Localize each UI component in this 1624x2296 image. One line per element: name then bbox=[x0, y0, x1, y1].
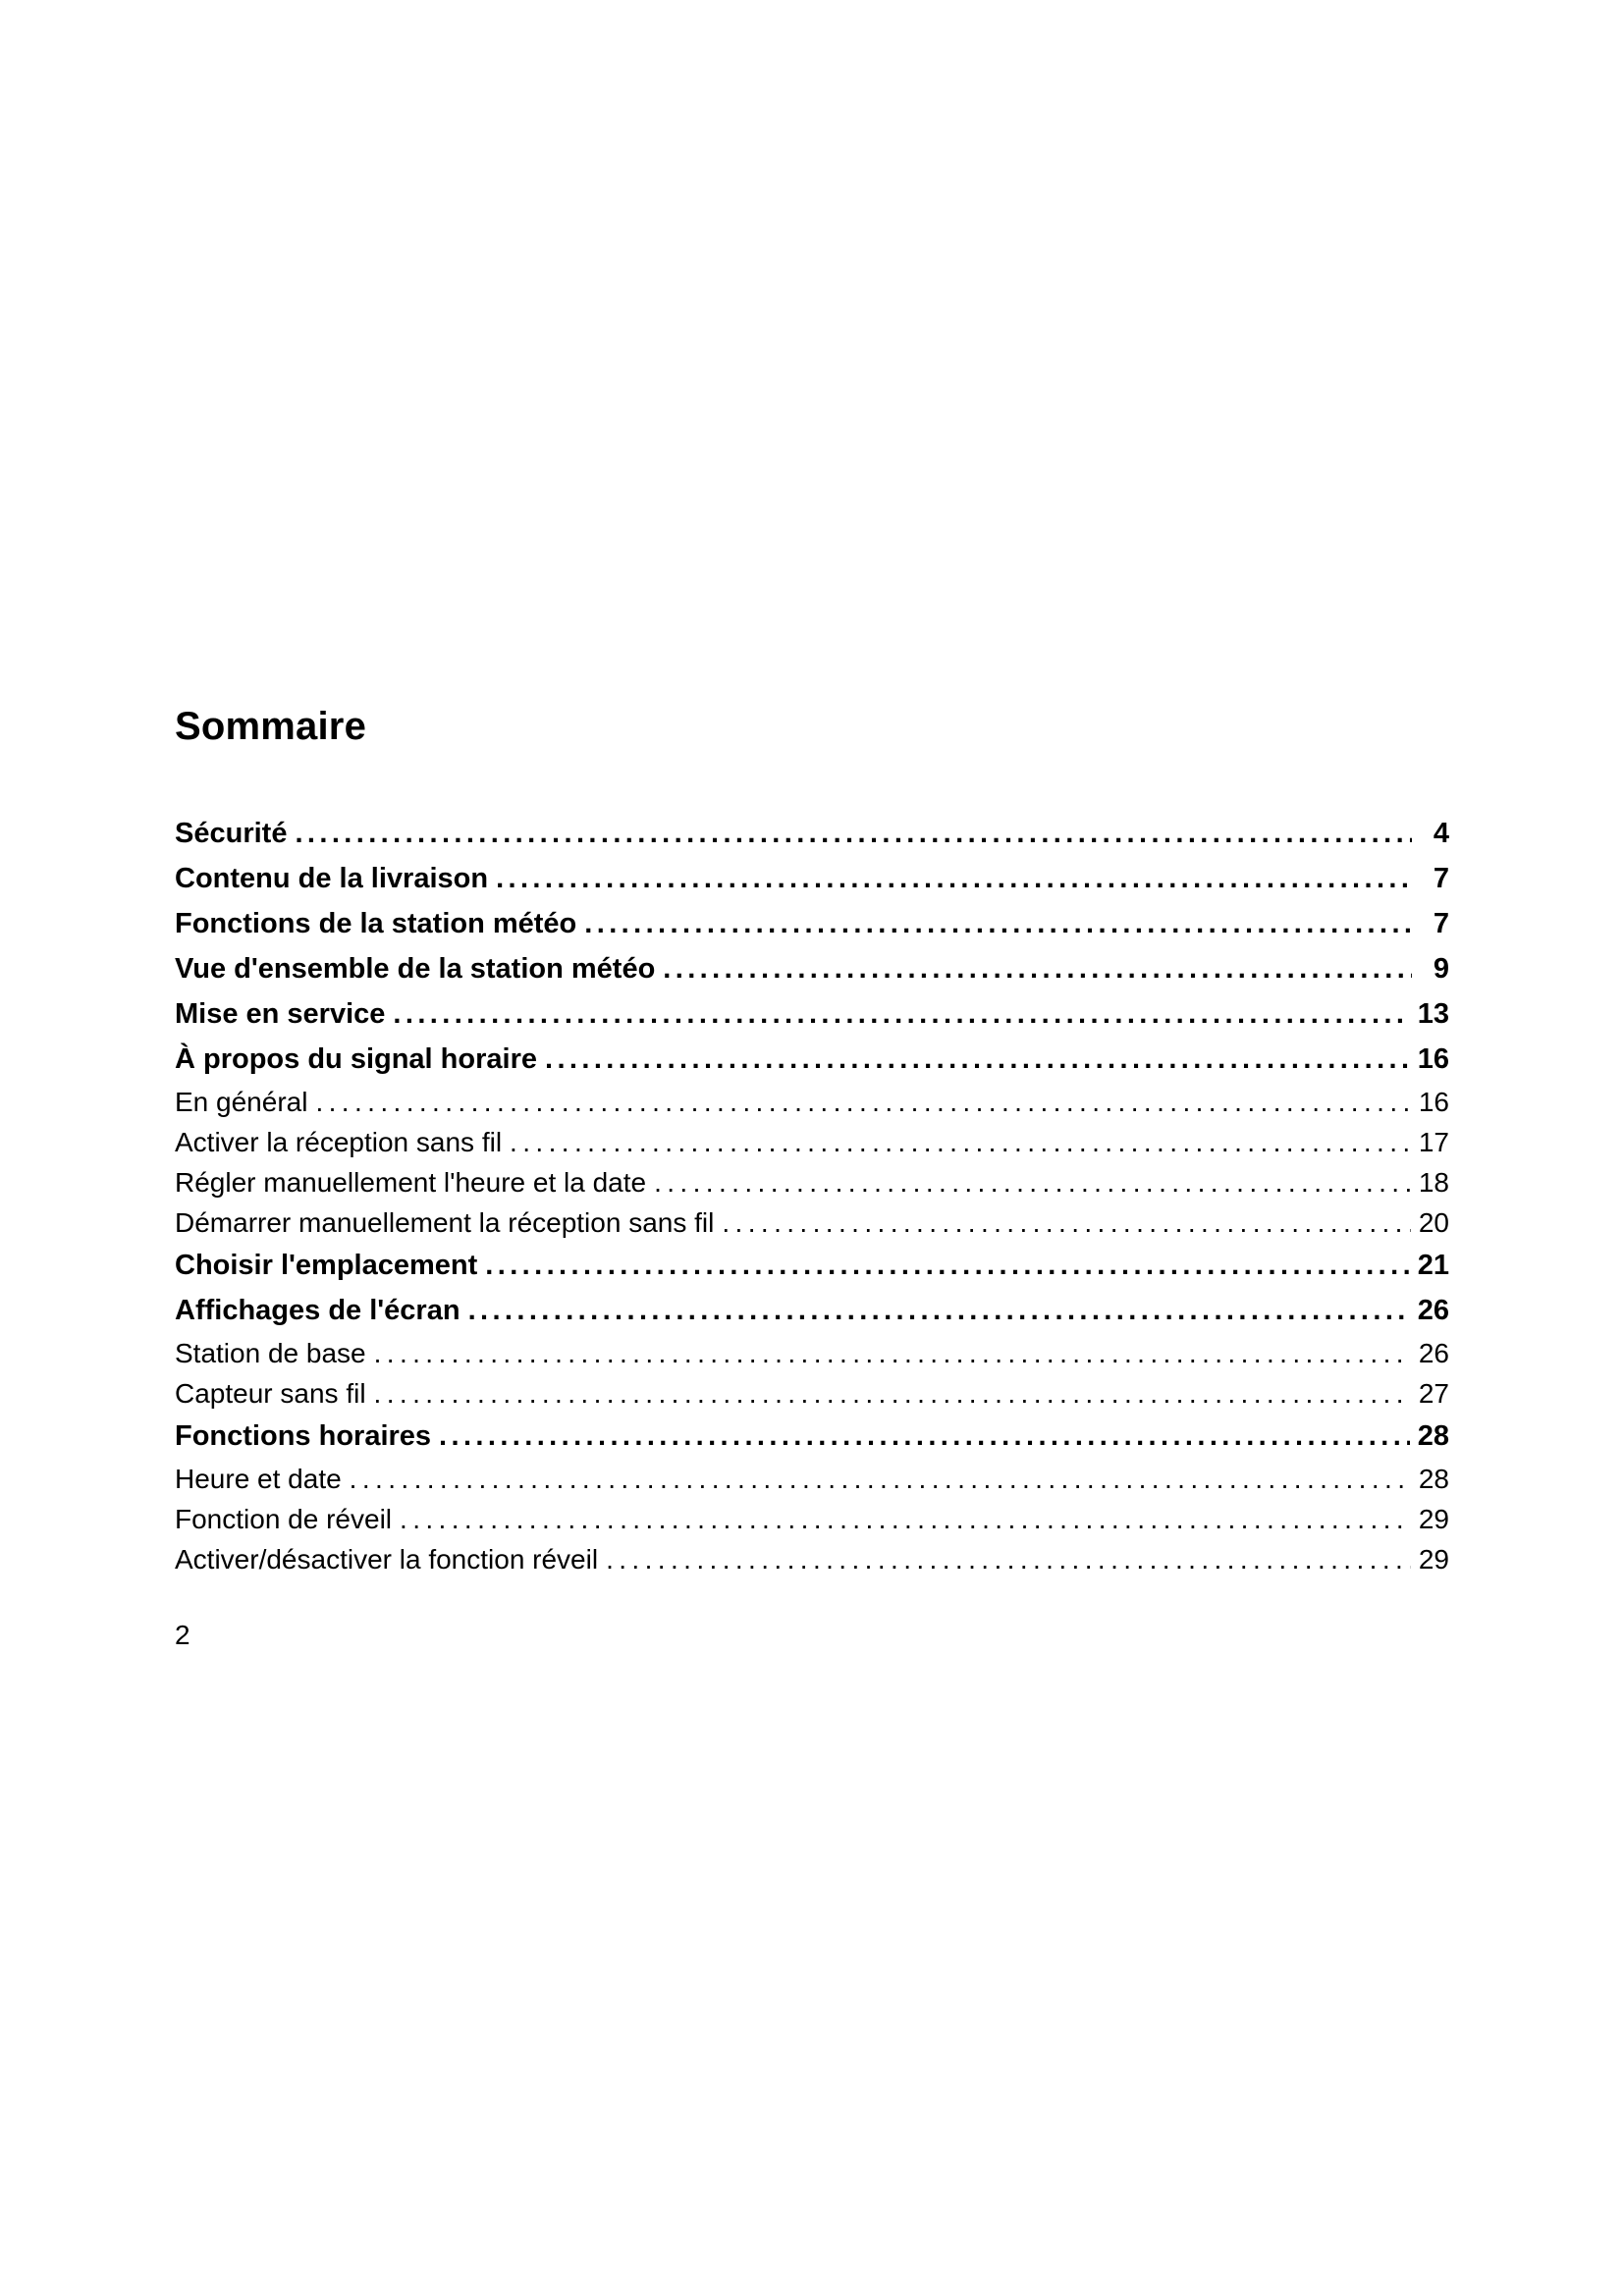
toc-entry-label: Fonction de réveil bbox=[175, 1504, 393, 1534]
toc-entry-choisir-emplacement bbox=[175, 1243, 1449, 1288]
toc-entry-label: Station de base bbox=[175, 1338, 366, 1368]
toc-entry-fonctions-horaires bbox=[175, 1414, 1449, 1459]
toc-entry-label: Démarrer manuellement la réception sans fil bbox=[175, 1207, 715, 1238]
toc-entry-activer-desactiver-reveil bbox=[175, 1539, 1449, 1579]
toc-entry-label: À propos du signal horaire bbox=[175, 1043, 537, 1075]
toc-entry-station-base bbox=[175, 1333, 1449, 1373]
toc-entry-demarrer-reception bbox=[175, 1202, 1449, 1243]
toc-dot-leader bbox=[722, 1202, 1410, 1243]
toc-dot-leader bbox=[485, 1243, 1409, 1288]
toc-dot-leader bbox=[654, 1162, 1411, 1202]
toc-dot-leader bbox=[496, 856, 1412, 901]
toc-entry-fonction-reveil bbox=[175, 1499, 1449, 1539]
toc-entry-label: Capteur sans fil bbox=[175, 1378, 366, 1409]
toc-dot-leader bbox=[545, 1037, 1410, 1082]
toc-dot-leader bbox=[584, 901, 1412, 946]
toc-entry-label: Activer la réception sans fil bbox=[175, 1127, 503, 1157]
toc-entry-page: 16 bbox=[1417, 1043, 1449, 1075]
toc-entry-label: Fonctions de la station météo bbox=[175, 908, 577, 939]
toc-entry-page: 4 bbox=[1433, 818, 1449, 849]
toc-entry-label: Activer/désactiver la fonction réveil bbox=[175, 1544, 599, 1575]
toc-entry-page: 29 bbox=[1418, 1504, 1449, 1534]
toc-entry-label: Vue d'ensemble de la station météo bbox=[175, 953, 656, 985]
page-title: Sommaire bbox=[175, 705, 367, 748]
toc-entry-page: 26 bbox=[1418, 1338, 1449, 1368]
toc-entry-regler-heure-date bbox=[175, 1162, 1449, 1202]
toc-dot-leader bbox=[374, 1373, 1411, 1414]
toc-entry-securite bbox=[175, 811, 1449, 856]
toc-dot-leader bbox=[350, 1459, 1411, 1499]
toc-entry-label: Sécurité bbox=[175, 818, 288, 849]
toc-entry-en-general bbox=[175, 1082, 1449, 1122]
toc-entry-label: Affichages de l'écran bbox=[175, 1295, 460, 1326]
toc-dot-leader bbox=[468, 1288, 1410, 1333]
toc-entry-page: 18 bbox=[1418, 1167, 1449, 1198]
toc-entry-page: 20 bbox=[1418, 1207, 1449, 1238]
toc-entry-signal-horaire bbox=[175, 1037, 1449, 1082]
toc-entry-page: 7 bbox=[1433, 863, 1449, 894]
toc-entry-page: 27 bbox=[1418, 1378, 1449, 1409]
toc-entry-page: 13 bbox=[1417, 998, 1449, 1030]
toc-entry-page: 16 bbox=[1418, 1087, 1449, 1117]
toc-entry-affichages-ecran bbox=[175, 1288, 1449, 1333]
toc-entry-label: Régler manuellement l'heure et la date bbox=[175, 1167, 647, 1198]
toc-entry-label: Heure et date bbox=[175, 1464, 342, 1494]
toc-dot-leader bbox=[315, 1082, 1410, 1122]
toc-dot-leader bbox=[439, 1414, 1410, 1459]
page-number: 2 bbox=[175, 1620, 190, 1650]
toc-entry-page: 9 bbox=[1433, 953, 1449, 985]
toc-entry-label: Mise en service bbox=[175, 998, 386, 1030]
toc-entry-activer-reception bbox=[175, 1122, 1449, 1162]
toc-entry-mise-en-service bbox=[175, 991, 1449, 1037]
toc-entry-label: Choisir l'emplacement bbox=[175, 1250, 478, 1281]
toc-dot-leader bbox=[606, 1539, 1411, 1579]
toc-entry-label: En général bbox=[175, 1087, 308, 1117]
toc-entry-fonctions-station bbox=[175, 901, 1449, 946]
toc-dot-leader bbox=[374, 1333, 1411, 1373]
toc-entry-page: 26 bbox=[1417, 1295, 1449, 1326]
toc-entry-page: 17 bbox=[1418, 1127, 1449, 1157]
table-of-contents bbox=[175, 811, 1449, 1579]
toc-entry-page: 29 bbox=[1418, 1544, 1449, 1575]
toc-entry-heure-date bbox=[175, 1459, 1449, 1499]
toc-entry-vue-ensemble bbox=[175, 946, 1449, 991]
toc-entry-page: 28 bbox=[1418, 1464, 1449, 1494]
toc-entry-page: 28 bbox=[1417, 1420, 1449, 1452]
toc-dot-leader bbox=[510, 1122, 1411, 1162]
toc-dot-leader bbox=[400, 1499, 1411, 1539]
toc-entry-page: 21 bbox=[1417, 1250, 1449, 1281]
toc-dot-leader bbox=[393, 991, 1409, 1037]
toc-entry-page: 7 bbox=[1433, 908, 1449, 939]
toc-entry-contenu-livraison bbox=[175, 856, 1449, 901]
toc-dot-leader bbox=[295, 811, 1412, 856]
toc-entry-label: Fonctions horaires bbox=[175, 1420, 432, 1452]
toc-dot-leader bbox=[663, 946, 1412, 991]
toc-entry-capteur-sans-fil bbox=[175, 1373, 1449, 1414]
toc-entry-label: Contenu de la livraison bbox=[175, 863, 489, 894]
